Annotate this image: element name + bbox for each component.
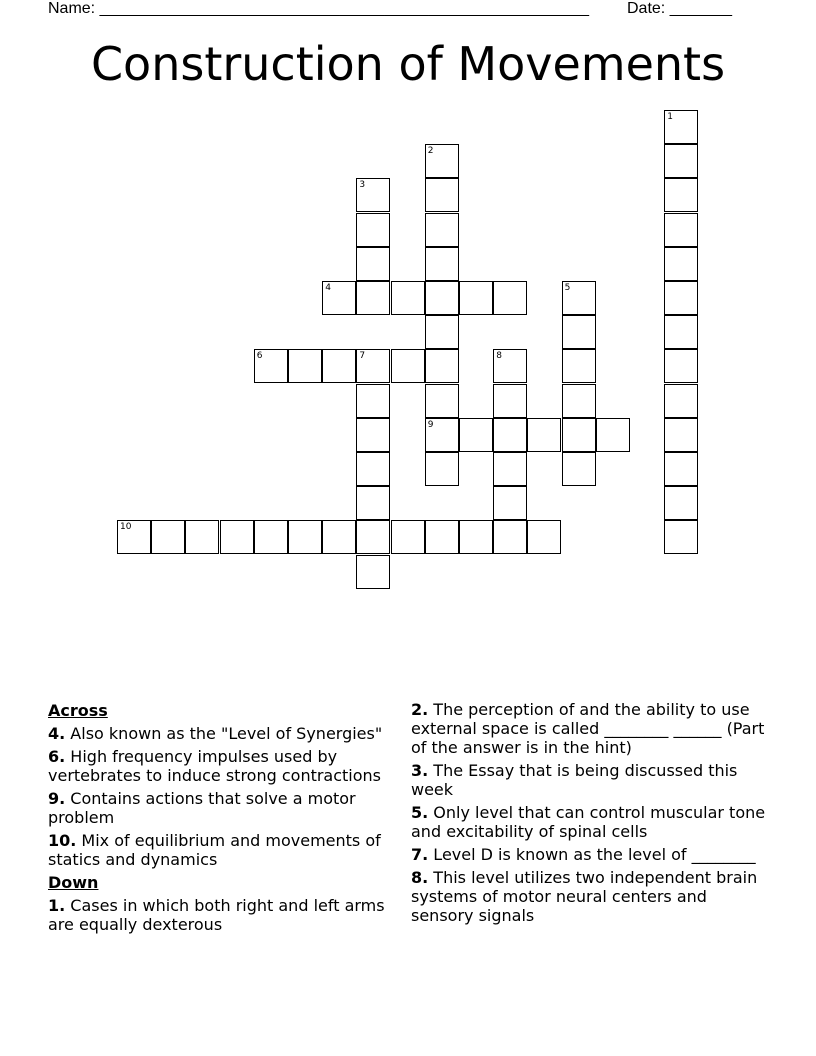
grid-cell[interactable] (493, 486, 527, 520)
grid-cell[interactable] (562, 418, 596, 452)
grid-cell[interactable] (356, 178, 390, 212)
grid-cell[interactable] (459, 520, 493, 554)
grid-cell[interactable] (664, 315, 698, 349)
grid-cell[interactable] (391, 281, 425, 315)
grid-cell[interactable] (356, 349, 390, 383)
grid-cell[interactable] (391, 349, 425, 383)
clue-number: 9 (427, 419, 434, 430)
page-title: Construction of Movements (90, 37, 726, 91)
grid-cell[interactable] (356, 555, 390, 589)
grid-cell[interactable] (493, 520, 527, 554)
clue-text: Cases in which both right and left arms are equally dexterous (48, 896, 385, 934)
clue-item (48, 896, 408, 934)
clue-item (411, 803, 771, 841)
grid-cell[interactable] (459, 418, 493, 452)
clue-num: 4. (48, 724, 66, 743)
grid-cell[interactable] (322, 349, 356, 383)
grid-cell[interactable] (391, 520, 425, 554)
grid-cell[interactable] (425, 349, 459, 383)
grid-cell[interactable] (493, 418, 527, 452)
grid-cell[interactable] (493, 349, 527, 383)
grid-cell[interactable] (425, 418, 459, 452)
grid-cell[interactable] (151, 520, 185, 554)
clue-number: 2 (427, 146, 434, 157)
clue-number: 8 (496, 351, 502, 362)
grid-cell[interactable] (664, 110, 698, 144)
grid-cell[interactable] (220, 520, 254, 554)
grid-cell[interactable] (493, 452, 527, 486)
grid-cell[interactable] (117, 520, 151, 554)
grid-cell[interactable] (562, 315, 596, 349)
clue-item (48, 747, 408, 785)
grid-cell[interactable] (527, 418, 561, 452)
clue-num: 8. (411, 868, 429, 887)
clue-number: 5 (564, 283, 571, 293)
grid-cell[interactable] (356, 384, 390, 418)
grid-cell[interactable] (664, 349, 698, 383)
grid-cell[interactable] (425, 178, 459, 212)
grid-cell[interactable] (562, 384, 596, 418)
clue-text: Level D is known as the level of ________ (428, 845, 756, 864)
clues-left-column (48, 700, 408, 938)
grid-cell[interactable] (356, 281, 390, 315)
grid-cell[interactable] (493, 281, 527, 315)
clue-text: The perception of and the ability to use external space is called ________ ______ (Part of the answer is in the hint) (411, 700, 765, 757)
grid-cell[interactable] (562, 281, 596, 315)
clue-text: High frequency impulses used by vertebrates to induce strong contractions (48, 747, 382, 785)
grid-cell[interactable] (425, 213, 459, 247)
grid-cell[interactable] (288, 520, 322, 554)
clue-text: Only level that can control muscular tone and excitability of spinal cells (411, 803, 766, 841)
grid-cell[interactable] (425, 452, 459, 486)
grid-cell[interactable] (425, 315, 459, 349)
grid-cell[interactable] (322, 520, 356, 554)
grid-cell[interactable] (596, 418, 630, 452)
grid-cell[interactable] (356, 452, 390, 486)
grid-cell[interactable] (288, 349, 322, 383)
grid-cell[interactable] (356, 520, 390, 554)
grid-cell[interactable] (459, 281, 493, 315)
clue-number: 3 (359, 180, 366, 191)
clue-text: Also known as the "Level of Synergies" (65, 724, 383, 743)
clue-item (48, 789, 408, 827)
grid-cell[interactable] (562, 349, 596, 383)
grid-cell[interactable] (664, 144, 698, 178)
clue-num: 7. (411, 845, 429, 864)
clue-number: 7 (359, 351, 366, 362)
across-heading: Across (48, 701, 108, 720)
grid-cell[interactable] (527, 520, 561, 554)
clue-num: 9. (48, 789, 66, 808)
grid-cell[interactable] (322, 281, 356, 315)
clue-item (48, 724, 408, 743)
grid-cell[interactable] (664, 213, 698, 247)
clue-number: 10 (120, 522, 132, 533)
grid-cell[interactable] (664, 247, 698, 281)
grid-cell[interactable] (356, 247, 390, 281)
grid-cell[interactable] (425, 384, 459, 418)
grid-cell[interactable] (664, 452, 698, 486)
clue-item (48, 831, 408, 869)
clue-num: 10. (48, 831, 77, 850)
grid-cell[interactable] (493, 384, 527, 418)
grid-cell[interactable] (664, 418, 698, 452)
grid-cell[interactable] (185, 520, 219, 554)
clue-item (411, 700, 771, 757)
clue-number: 4 (325, 283, 331, 293)
grid-cell[interactable] (664, 384, 698, 418)
grid-cell[interactable] (664, 178, 698, 212)
grid-cell[interactable] (664, 520, 698, 554)
clue-num: 1. (48, 896, 66, 915)
down-heading: Down (48, 873, 99, 892)
clue-num: 5. (411, 803, 429, 822)
date-field-label[interactable]: Date: _______ (627, 0, 732, 17)
clue-num: 3. (411, 761, 429, 780)
name-field-label[interactable]: Name: _______________________________________________________ (48, 0, 589, 17)
grid-cell[interactable] (425, 144, 459, 178)
grid-cell[interactable] (562, 452, 596, 486)
clue-num: 6. (48, 747, 66, 766)
clue-num: 2. (411, 700, 429, 719)
clue-text: Mix of equilibrium and movements of statics and dynamics (48, 831, 381, 869)
grid-cell[interactable] (664, 281, 698, 315)
clue-item (411, 845, 771, 864)
clues-right-column (411, 700, 771, 929)
grid-cell[interactable] (356, 418, 390, 452)
grid-cell[interactable] (664, 486, 698, 520)
grid-cell[interactable] (254, 349, 288, 383)
clue-text: This level utilizes two independent brain systems of motor neural centers and sensory signals (411, 868, 758, 925)
clue-text: Contains actions that solve a motor problem (48, 789, 356, 827)
clue-number: 6 (256, 351, 263, 362)
clue-number: 1 (667, 112, 673, 122)
grid-cell[interactable] (356, 213, 390, 247)
grid-cell[interactable] (254, 520, 288, 554)
grid-cell[interactable] (425, 520, 459, 554)
grid-cell[interactable] (425, 247, 459, 281)
clue-item (411, 761, 771, 799)
grid-cell[interactable] (425, 281, 459, 315)
clue-text: The Essay that is being discussed this week (411, 761, 738, 799)
grid-cell[interactable] (356, 486, 390, 520)
clue-item (411, 868, 771, 925)
